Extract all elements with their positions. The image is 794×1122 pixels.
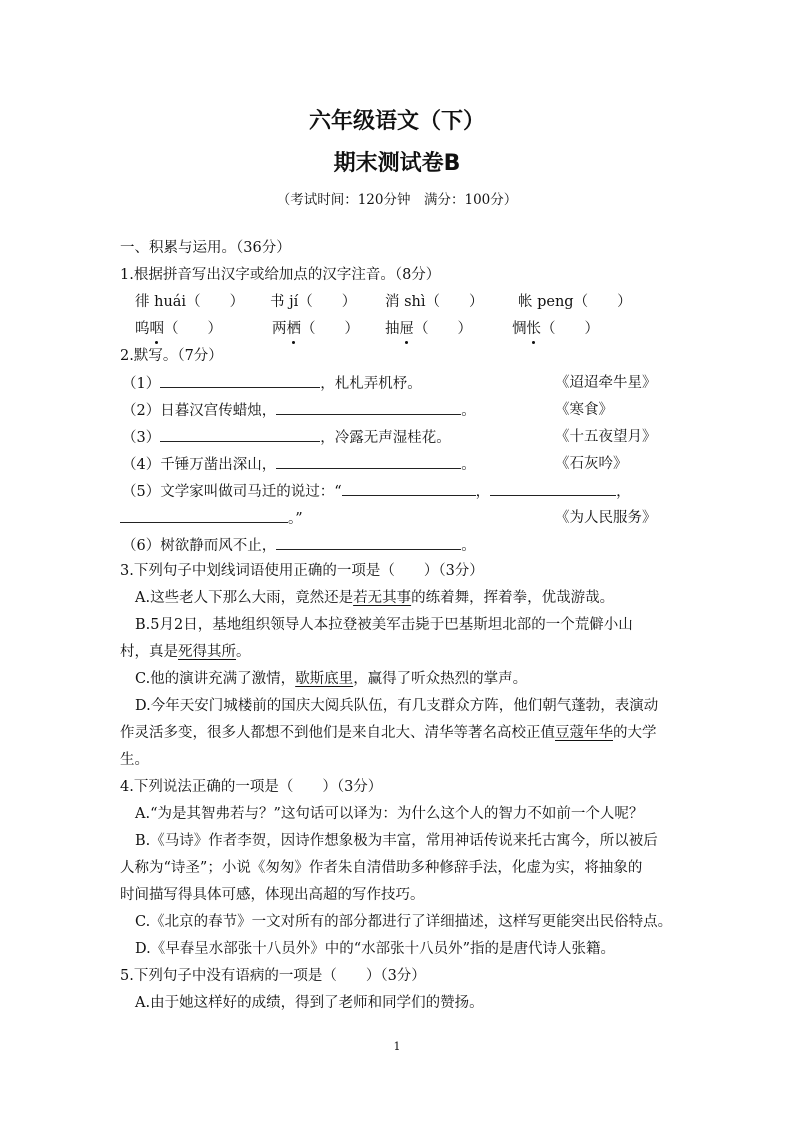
underlined-word: 若无其事 xyxy=(353,590,412,606)
q4-option-a: A.“为是其智弗若与？”这句话可以译为：为什么这个人的智力不如前一个人呢？ xyxy=(135,806,644,822)
q4-option-b: B.《马诗》作者李贺，因诗作想象极为丰富，常用神话传说来托古寓今，所以被后 xyxy=(135,833,658,849)
q2-stem: 2.默写。（7分） xyxy=(120,348,223,364)
q1-item: 两栖（ ） xyxy=(272,321,359,337)
q3-option-d-cont: 生。 xyxy=(120,752,149,768)
q4-option-b-cont: 人称为“诗圣”；小说《匆匆》作者朱自清借助多种修辞手法，化虚为实，将抽象的 xyxy=(120,860,643,876)
exam-subtitle: 期末测试卷B xyxy=(333,151,461,176)
page-number: 1 xyxy=(393,1040,401,1053)
q2-line-6: （6）树欲静而风不止， 。 xyxy=(122,535,476,556)
q2-line-4: （4）千锤万凿出深山， 。 xyxy=(122,454,476,475)
underlined-word: 歇斯底里 xyxy=(295,671,354,687)
emphasis-dot-char: 怅 xyxy=(526,321,541,337)
answer-blank[interactable] xyxy=(276,454,461,469)
q3-option-b-cont: 村，真是死得其所。 xyxy=(120,644,251,660)
answer-blank[interactable] xyxy=(160,427,320,442)
poem-source: 《寒食》 xyxy=(555,402,613,418)
underlined-word: 死得其所 xyxy=(178,644,236,660)
exam-title: 六年级语文（下） xyxy=(308,109,485,134)
q2-line-2: （2）日暮汉宫传蜡烛， 。 xyxy=(122,400,476,421)
q1-item: 书 jí（ ） xyxy=(270,294,357,310)
q3-option-a: A.这些老人下那么大雨，竟然还是若无其事的练着舞，挥着拳，优哉游哉。 xyxy=(135,590,615,606)
q3-stem: 3.下列句子中划线词语使用正确的一项是（ ）（3分） xyxy=(120,563,484,579)
q1-stem: 1.根据拼音写出汉字或给加点的汉字注音。（8分） xyxy=(120,267,441,283)
poem-source: 《十五夜望月》 xyxy=(555,429,657,445)
q1-item: 呜咽（ ） xyxy=(135,321,222,337)
underlined-word: 豆蔻年华 xyxy=(555,725,613,741)
exam-info: （考试时间：120分钟 满分：100分） xyxy=(276,192,518,208)
q1-item: 惆怅（ ） xyxy=(512,321,599,337)
answer-blank[interactable] xyxy=(120,508,288,523)
q4-stem: 4.下列说法正确的一项是（ ）（3分） xyxy=(120,779,383,795)
q1-item: 抽屉（ ） xyxy=(385,321,472,337)
q1-item: 消 shì（ ） xyxy=(385,294,484,310)
q4-option-b-cont: 时间描写得具体可感，体现出高超的写作技巧。 xyxy=(120,887,425,903)
answer-blank[interactable] xyxy=(160,373,320,388)
emphasis-dot-char: 栖 xyxy=(286,321,301,337)
answer-blank[interactable] xyxy=(276,400,461,415)
emphasis-dot-char: 屉 xyxy=(399,321,414,337)
q5-option-a: A.由于她这样好的成绩，得到了老师和同学们的赞扬。 xyxy=(135,995,484,1011)
section-heading: 一、积累与运用。（36分） xyxy=(120,240,291,256)
q4-option-c: C.《北京的春节》一文对所有的部分都进行了详细描述，这样写更能突出民俗特点。 xyxy=(135,914,673,930)
q4-option-d: D.《早春呈水部张十八员外》中的“水部张十八员外”指的是唐代诗人张籍。 xyxy=(135,941,616,957)
q1-item: 帐 peng（ ） xyxy=(518,294,632,310)
q3-option-d-cont: 作灵活多变，很多人都想不到他们是来自北大、清华等著名高校正值豆蔻年华的大学 xyxy=(120,725,657,741)
q1-item: 徘 huái（ ） xyxy=(135,294,245,310)
q2-line-5-cont: 。” xyxy=(120,508,303,529)
q5-stem: 5.下列句子中没有语病的一项是（ ）（3分） xyxy=(120,968,426,984)
answer-blank[interactable] xyxy=(490,481,616,496)
poem-source: 《迢迢牵牛星》 xyxy=(555,375,657,391)
q3-option-c: C.他的演讲充满了激情，歇斯底里，赢得了听众热烈的掌声。 xyxy=(135,671,528,687)
q2-line-3: （3） ，冷露无声湿桂花。 xyxy=(122,427,451,448)
poem-source: 《石灰吟》 xyxy=(555,456,628,472)
poem-source: 《为人民服务》 xyxy=(555,510,657,526)
q2-line-1: （1） ，札札弄机杼。 xyxy=(122,373,422,394)
answer-blank[interactable] xyxy=(276,535,461,550)
answer-blank[interactable] xyxy=(342,481,476,496)
emphasis-dot-char: 咽 xyxy=(149,321,164,337)
q3-option-b: B.5月2日，基地组织领导人本拉登被美军击毙于巴基斯坦北部的一个荒僻小山 xyxy=(135,617,633,633)
q3-option-d: D.今年天安门城楼前的国庆大阅兵队伍，有几支群众方阵，他们朝气蓬勃，表演动 xyxy=(135,698,659,714)
q2-line-5: （5）文学家叫做司马迁的说过：“ ， ， xyxy=(122,481,631,502)
